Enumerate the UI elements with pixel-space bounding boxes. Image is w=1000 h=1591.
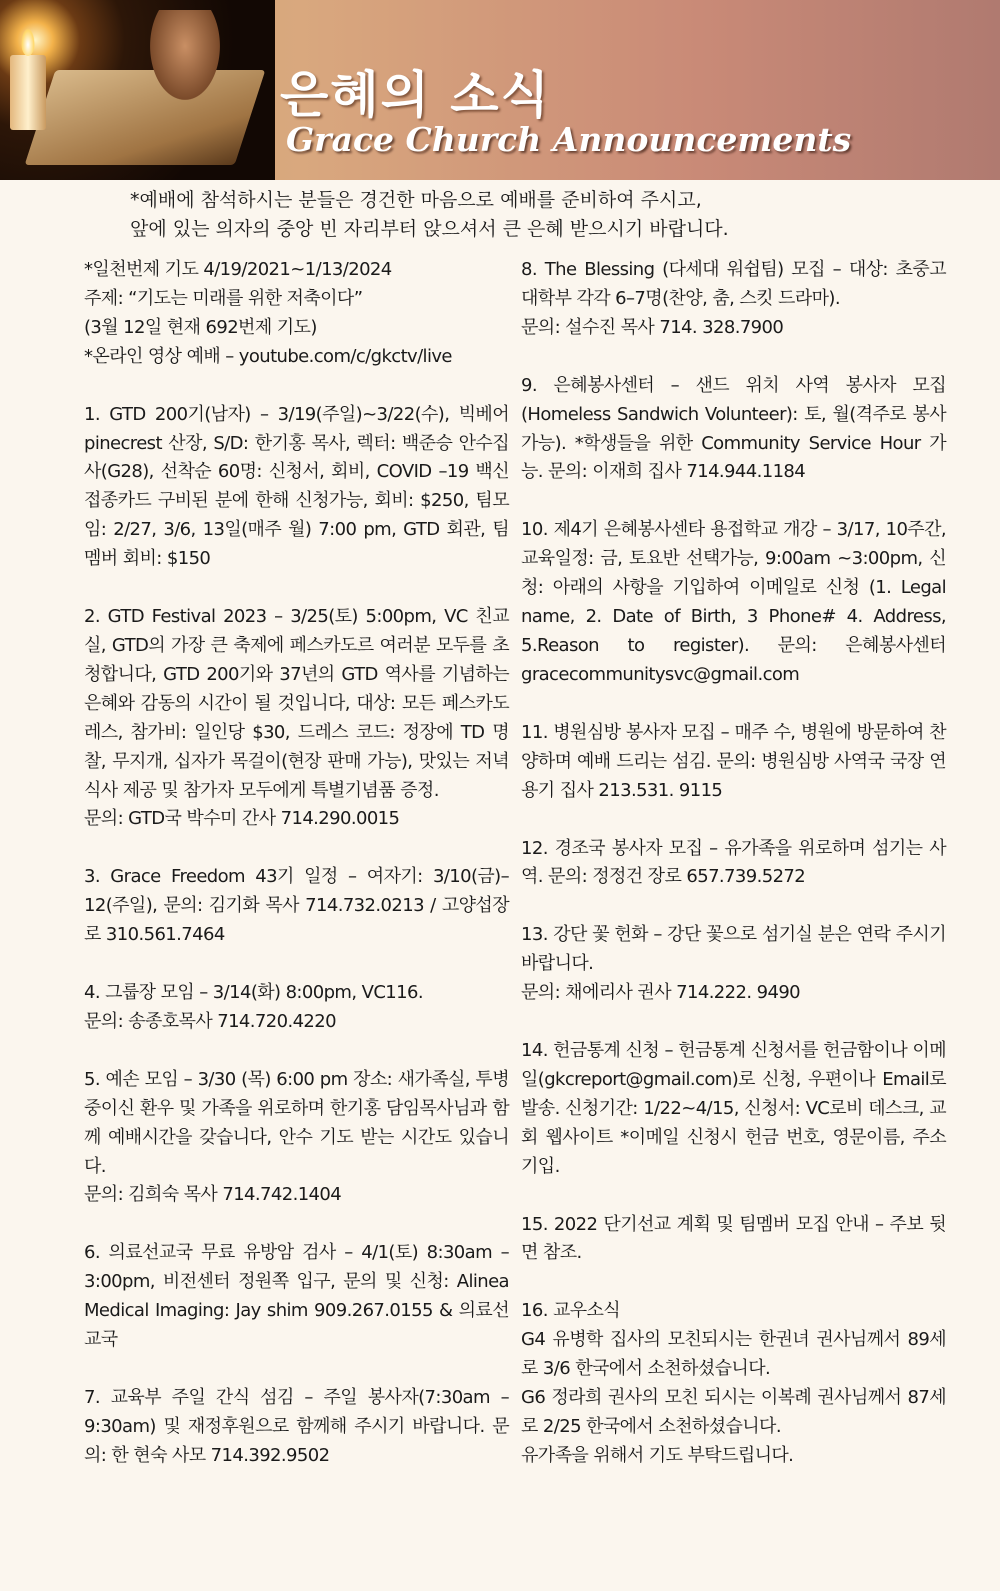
prayer-line: (3월 12일 현재 692번제 기도): [84, 316, 317, 338]
announcement-16-news-c: 유가족을 위해서 기도 부탁드립니다.: [521, 1444, 794, 1466]
announcement-13: [521, 921, 946, 1008]
announcement-2-body: 2. GTD Festival 2023 – 3/25(토) 5:00pm, VC 친교실, GTD의 가장 큰 축제에 페스카도르 여러분 모두를 초청합니다, GTD 200기와 37년의 GTD 역사를 기념하는 은혜와 감동의 시간이 될 것입니다, 대상: 모든 페스카도레스, 참가비: 일인당 $30, 드레스 코드: 정장에 TD 명찰, 무지개, 십자가 목걸이(현장 판매 가능), 맛있는 저녁식사 제공 및 참가자 모두에게 특별기념품 증정.: [84, 606, 509, 801]
announcement-16-news-a: G4 유병학 집사의 모친되시는 한권녀 권사님께서 89세로 3/6 한국에서 소천하셨습니다.: [521, 1329, 946, 1380]
bible-image: [25, 70, 266, 165]
announcement-16: [521, 1297, 946, 1470]
announcement-8: [521, 256, 946, 343]
announcement-4: [84, 979, 509, 1037]
announcement-3: 3. Grace Freedom 43기 일정 – 여자기: 3/10(금)–12(주일), 문의: 김기화 목사 714.732.0213 / 고양섭장로 310.561.7464: [84, 866, 509, 946]
online-worship-link[interactable]: *온라인 영상 예배 – youtube.com/c/gkctv/live: [84, 345, 452, 367]
announcement-9: 9. 은혜봉사센터 – 샌드 위치 사역 봉사자 모집 (Homeless Sandwich Volunteer): 토, 월(격주로 봉사 가능). *학생들을 위한 Community Service Hour 가능. 문의: 이재희 집사 714.944.1184: [521, 374, 946, 483]
right-column: [521, 256, 946, 1500]
announcement-1: 1. GTD 200기(남자) – 3/19(주일)~3/22(수), 빅베어 pinecrest 산장, S/D: 한기홍 목사, 렉터: 백준승 안수집사(G28), 선착순 60명: 신청서, 회비, COVID –19 백신 접종카드 구비된 분에 한해 신청가능, 회비: $250, 팀모임: 2/27, 3/6, 13일(매주 월) 7:00 pm, GTD 회관, 팀멤버 회비: $150: [84, 403, 509, 570]
prayer-block: [84, 256, 509, 372]
announcement-13-body: 13. 강단 꽃 헌화 – 강단 꽃으로 섬기실 분은 연락 주시기 바랍니다.: [521, 924, 946, 975]
announcement-4-contact: 문의: 송종호목사 714.720.4220: [84, 1010, 336, 1032]
announcement-5: [84, 1066, 509, 1211]
intro-line-2: 앞에 있는 의자의 중앙 빈 자리부터 앉으셔서 큰 은혜 받으시기 바랍니다.: [130, 218, 729, 240]
announcement-11: 11. 병원심방 봉사자 모집 – 매주 수, 병원에 방문하여 찬양하며 예배 드리는 섬김. 문의: 병원심방 사역국 국장 연용기 집사 213.531. 9115: [521, 721, 946, 801]
announcement-13-contact: 문의: 채에리사 권사 714.222. 9490: [521, 982, 801, 1004]
candle-image: [10, 55, 46, 130]
announcement-6: 6. 의료선교국 무료 유방암 검사 – 4/1(토) 8:30am –3:00pm, 비전센터 정원쪽 입구, 문의 및 신청: Alinea Medical Imaging: Jay shim 909.267.0155 & 의료선교국: [84, 1242, 509, 1351]
announcement-15: 15. 2022 단기선교 계획 및 팀멤버 모집 안내 – 주보 뒷면 참조.: [521, 1213, 946, 1264]
announcement-14: 14. 헌금통계 신청 – 헌금통계 신청서를 헌금함이나 이메일(gkcreport@gmail.com)로 신청, 우편이나 Email로 발송. 신청기간: 1/22~4/15, 신청서: VC로비 데스크, 교회 웹사이트 *이메일 신청시 헌금 번호, 영문이름, 주소 기입.: [521, 1040, 946, 1177]
left-column: [84, 256, 509, 1500]
announcement-5-contact: 문의: 김희숙 목사 714.742.1404: [84, 1184, 342, 1206]
announcement-8-contact: 문의: 설수진 목사 714. 328.7900: [521, 316, 784, 338]
announcement-2-contact: 문의: GTD국 박수미 간사 714.290.0015: [84, 808, 400, 830]
announcement-7: 7. 교육부 주일 간식 섬김 – 주일 봉사자(7:30am –9:30am) 및 재정후원으로 함께해 주시기 바랍니다. 문의: 한 현숙 사모 714.392.9502: [84, 1387, 509, 1466]
page-title-english: Grace Church Announcements: [286, 120, 852, 159]
announcement-4-body: 4. 그룹장 모임 – 3/14(화) 8:00pm, VC116.: [84, 982, 423, 1004]
announcement-16-news-b: G6 정라희 권사의 모친 되시는 이복례 권사님께서 87세로 2/25 한국에서 소천하셨습니다.: [521, 1387, 946, 1437]
announcement-10: 10. 제4기 은혜봉사센타 용접학교 개강 – 3/17, 10주간, 교육일정: 금, 토요반 선택가능, 9:00am ~3:00pm, 신청: 아래의 사항을 기입하여 이메일로 신청 (1. Legal name, 2. Date of Birth, 3 Phone# 4. Address, 5.Reason to register). 문의: 은혜봉사센터 gracecommunitysvc@gmail.com: [521, 519, 946, 685]
praying-hands-image: [150, 10, 220, 100]
announcement-16-title: 16. 교우소식: [521, 1300, 621, 1322]
intro-line-1: *예배에 참석하시는 분들은 경건한 마음으로 예배를 준비하여 주시고,: [130, 189, 702, 211]
intro-notice: [130, 186, 930, 244]
page-title-korean: 은혜의 소식: [280, 66, 551, 124]
announcement-8-body: 8. The Blessing (다세대 워쉽팀) 모집 – 대상: 초중고 대학부 각각 6–7명(찬양, 춤, 스킷 드라마).: [521, 259, 946, 309]
announcement-12: 12. 경조국 봉사자 모집 – 유가족을 위로하며 섬기는 사역. 문의: 정정건 장로 657.739.5272: [521, 837, 946, 888]
announcement-2: [84, 603, 509, 834]
prayer-candle-photo: [0, 0, 275, 180]
header-banner: [0, 0, 1000, 180]
candle-flame-image: [21, 28, 35, 56]
prayer-line: *일천번제 기도 4/19/2021~1/13/2024: [84, 259, 392, 280]
announcement-5-body: 5. 예손 모임 – 3/30 (목) 6:00 pm 장소: 새가족실, 투병 중이신 환우 및 가족을 위로하며 한기홍 담임목사님과 함께 예배시간을 갖습니다, 안수 기도 받는 시간도 있습니다.: [84, 1068, 509, 1177]
prayer-line: 주제: “기도는 미래를 위한 저축이다”: [84, 287, 363, 309]
